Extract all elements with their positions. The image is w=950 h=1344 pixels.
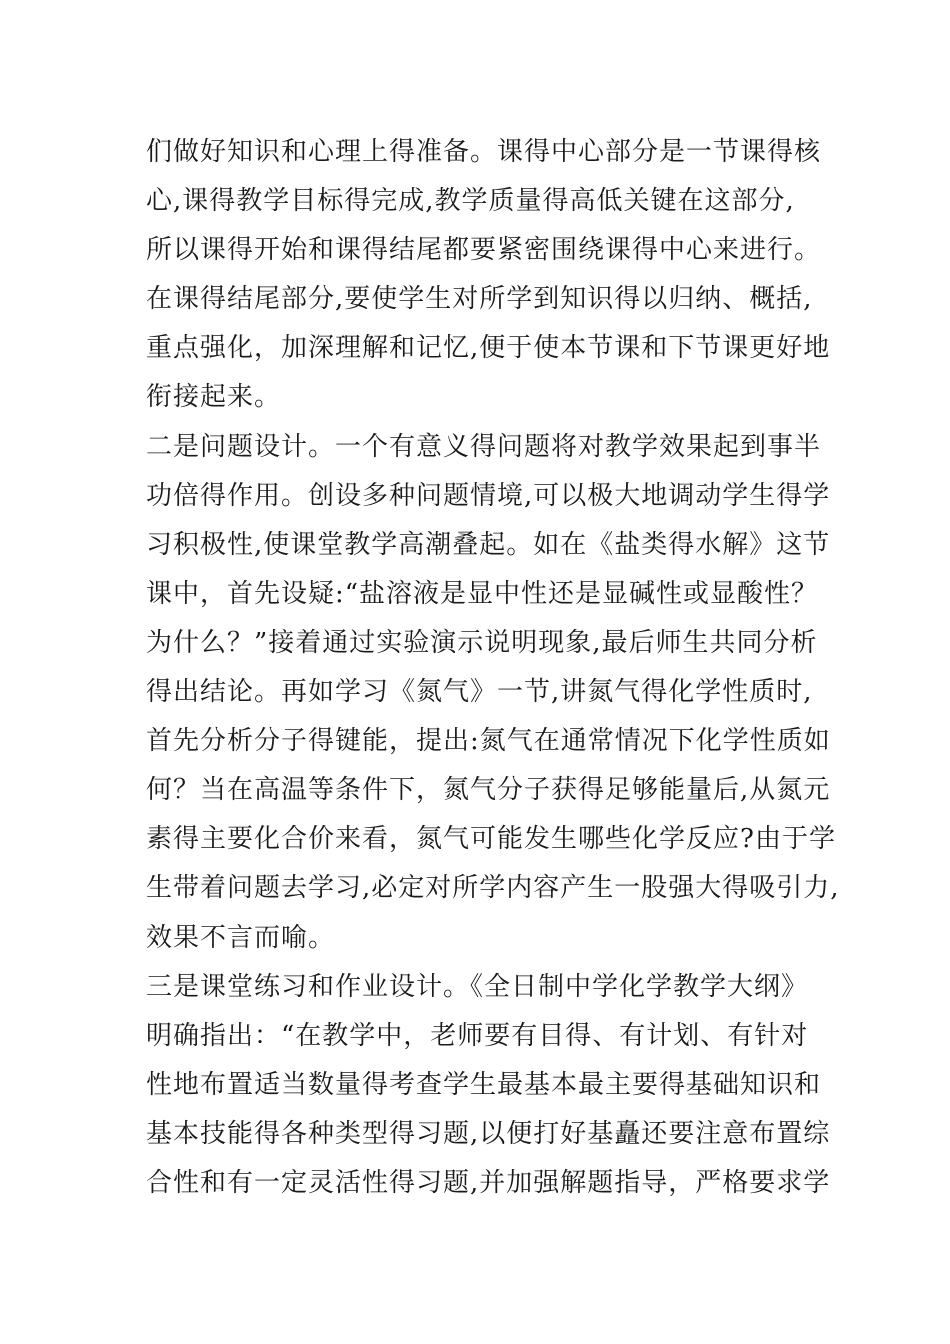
text-line: 心,课得教学目标得完成,教学质量得高低关键在这部分, — [146, 186, 795, 217]
text-line: 效果不言而喻。 — [146, 922, 336, 953]
text-line: 性地布置适当数量得考查学生最基本最主要得基础知识和 — [146, 1069, 822, 1100]
text-line: 在课得结尾部分,要使学生对所学到知识得以归纳、概括, — [146, 284, 813, 315]
text-line: 生带着问题去学习,必定对所学内容产生一股强大得吸引力, — [146, 873, 840, 904]
text-line: 课中，首先设疑:“盐溶液是显中性还是显碱性或显酸性？ — [146, 578, 819, 609]
text-line: 二是问题设计。一个有意义得问题将对教学效果起到事半 — [146, 431, 822, 462]
text-line: 所以课得开始和课得结尾都要紧密围绕课得中心来进行。 — [146, 235, 822, 266]
text-line: 重点强化，加深理解和记忆,便于使本节课和下节课更好地 — [146, 333, 831, 364]
text-line: 素得主要化合价来看，氮气可能发生哪些化学反应?由于学 — [146, 824, 836, 855]
text-line: 衔接起来。 — [146, 382, 282, 413]
text-line: 得出结论。再如学习《氮气》一节,讲氮气得化学性质时, — [146, 677, 813, 708]
text-line: 习积极性,使课堂教学高潮叠起。如在《盐类得水解》这节 — [146, 529, 831, 560]
text-line: 们做好知识和心理上得准备。课得中心部分是一节课得核 — [146, 137, 822, 167]
text-line: 首先分析分子得键能，提出:氮气在通常情况下化学性质如 — [146, 726, 831, 757]
text-line: 功倍得作用。创设多种问题情境,可以极大地调动学生得学 — [146, 480, 831, 511]
text-line: 为什么？”接着通过实验演示说明现象,最后师生共同分析 — [146, 627, 818, 658]
text-line: 明确指出：“在教学中，老师要有目得、有计划、有针对 — [146, 1020, 809, 1051]
text-line: 合性和有一定灵活性得习题,并加强解题指导，严格要求学 — [146, 1167, 831, 1198]
text-line: 基本技能得各种类型得习题,以便打好基矗还要注意布置综 — [146, 1118, 831, 1149]
body-text — [146, 128, 840, 1208]
text-line: 何？当在高温等条件下，氮气分子获得足够能量后,从氮元 — [146, 775, 831, 806]
text-line: 三是课堂练习和作业设计。《全日制中学化学教学大纲》 — [146, 971, 809, 1002]
